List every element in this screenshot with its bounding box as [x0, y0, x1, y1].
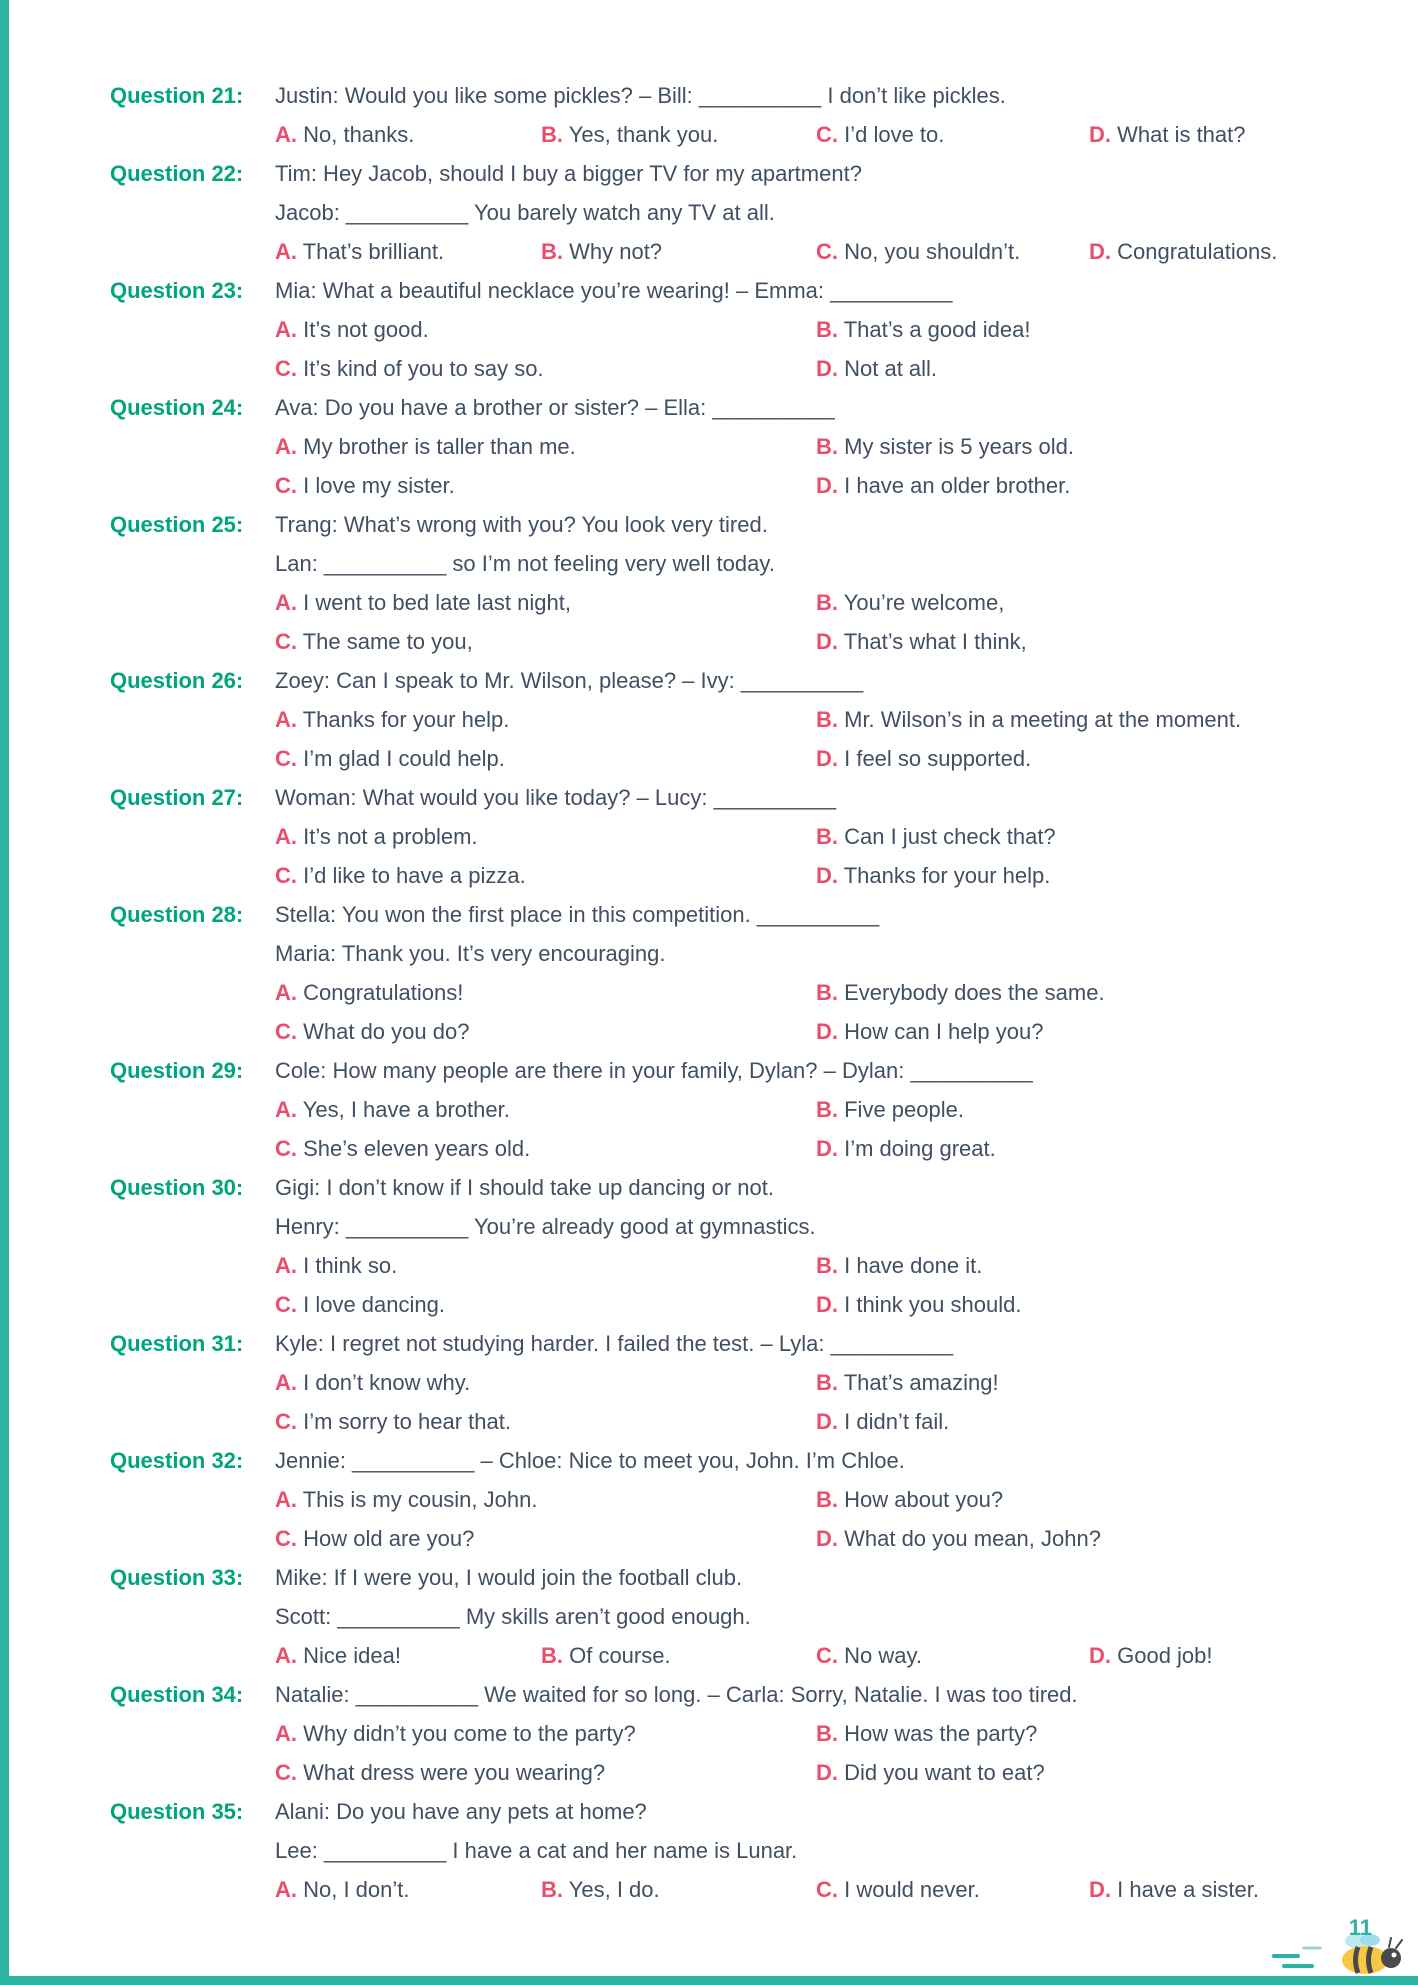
question-28 — [110, 895, 1390, 1051]
option-text: I would never. — [838, 1877, 980, 1902]
option-text: I’d like to have a pizza. — [297, 863, 526, 888]
question-text-line: Natalie: __________ We waited for so long. – Carla: Sorry, Natalie. I was too tired. — [275, 1682, 1078, 1707]
option-letter: D. — [816, 1019, 838, 1044]
options-grid — [275, 1636, 1390, 1675]
question-27 — [110, 778, 1390, 895]
question-29 — [110, 1051, 1390, 1168]
question-label: Question 35: — [110, 1799, 244, 1824]
option-text: That’s a good idea! — [838, 317, 1031, 342]
page-number: 11 — [1348, 1915, 1372, 1940]
option-d — [816, 856, 1390, 895]
option-letter: D. — [1089, 122, 1111, 147]
option-a — [275, 700, 816, 739]
option-text: I feel so supported. — [838, 746, 1032, 771]
option-text: No way. — [838, 1643, 922, 1668]
option-text: It’s not good. — [297, 317, 429, 342]
option-letter: C. — [816, 1877, 838, 1902]
option-text: Mr. Wilson’s in a meeting at the moment. — [838, 707, 1242, 732]
question-body — [275, 271, 1390, 388]
question-label: Question 22: — [110, 161, 244, 186]
question-34 — [110, 1675, 1390, 1792]
option-letter: B. — [816, 590, 838, 615]
option-letter: B. — [816, 1097, 838, 1122]
option-letter: C. — [275, 1409, 297, 1434]
option-text: I’d love to. — [838, 122, 945, 147]
option-text: What dress were you wearing? — [297, 1760, 606, 1785]
question-body — [275, 154, 1390, 271]
question-body — [275, 1441, 1390, 1558]
option-text: I’m sorry to hear that. — [297, 1409, 511, 1434]
question-text-line: Jennie: __________ – Chloe: Nice to meet you, John. I’m Chloe. — [275, 1448, 905, 1473]
question-text-line: Kyle: I regret not studying harder. I failed the test. – Lyla: __________ — [275, 1331, 953, 1356]
question-label: Question 33: — [110, 1565, 244, 1590]
option-letter: A. — [275, 1253, 297, 1278]
question-body — [275, 76, 1390, 154]
option-a — [275, 310, 816, 349]
option-text: No, you shouldn’t. — [838, 239, 1021, 264]
option-b — [541, 115, 816, 154]
option-d — [816, 1519, 1390, 1558]
option-letter: D. — [1089, 1877, 1111, 1902]
option-d — [816, 1753, 1390, 1792]
option-b — [816, 1480, 1390, 1519]
bee-decoration-icon — [1268, 1930, 1408, 1983]
option-letter: B. — [816, 1721, 838, 1746]
option-letter: A. — [275, 122, 297, 147]
options-grid — [275, 817, 1390, 895]
option-a — [275, 427, 816, 466]
option-b — [816, 1090, 1390, 1129]
option-letter: D. — [816, 1292, 838, 1317]
question-body — [275, 895, 1390, 1051]
option-text: Not at all. — [838, 356, 938, 381]
option-letter: A. — [275, 1877, 297, 1902]
option-text: Yes, I have a brother. — [297, 1097, 510, 1122]
option-text: I’m glad I could help. — [297, 746, 505, 771]
option-c — [816, 1636, 1089, 1675]
option-text: My sister is 5 years old. — [838, 434, 1074, 459]
options-grid — [275, 1246, 1390, 1324]
question-label: Question 29: — [110, 1058, 244, 1083]
question-text-line: Justin: Would you like some pickles? – Bill: __________ I don’t like pickles. — [275, 83, 1006, 108]
option-d — [816, 1402, 1390, 1441]
option-b — [541, 1636, 816, 1675]
question-23 — [110, 271, 1390, 388]
option-text: Congratulations! — [297, 980, 464, 1005]
option-b — [816, 1246, 1390, 1285]
question-text-line: Zoey: Can I speak to Mr. Wilson, please? – Ivy: __________ — [275, 668, 864, 693]
option-text: How was the party? — [838, 1721, 1038, 1746]
question-32 — [110, 1441, 1390, 1558]
options-grid — [275, 1090, 1390, 1168]
option-letter: B. — [541, 239, 563, 264]
option-a — [275, 115, 541, 154]
option-d — [816, 349, 1390, 388]
questions-list — [110, 76, 1390, 1909]
option-letter: A. — [275, 980, 297, 1005]
option-letter: C. — [275, 629, 297, 654]
option-a — [275, 973, 816, 1012]
question-text-line: Mike: If I were you, I would join the football club. — [275, 1565, 743, 1590]
option-text: Yes, I do. — [563, 1877, 660, 1902]
option-letter: C. — [275, 746, 297, 771]
option-a — [275, 583, 816, 622]
option-c — [275, 1285, 816, 1324]
question-31 — [110, 1324, 1390, 1441]
question-text-line: Scott: __________ My skills aren’t good enough. — [275, 1604, 751, 1629]
option-letter: D. — [1089, 1643, 1111, 1668]
option-letter: B. — [541, 1643, 563, 1668]
option-letter: B. — [816, 980, 838, 1005]
question-text-line: Tim: Hey Jacob, should I buy a bigger TV for my apartment? — [275, 161, 862, 186]
option-letter: A. — [275, 707, 297, 732]
option-c — [275, 856, 816, 895]
option-text: That’s amazing! — [838, 1370, 999, 1395]
question-text-line: Henry: __________ You’re already good at gymnastics. — [275, 1214, 816, 1239]
option-text: How can I help you? — [838, 1019, 1044, 1044]
option-text: It’s not a problem. — [297, 824, 478, 849]
option-a — [275, 1480, 816, 1519]
option-letter: C. — [275, 1136, 297, 1161]
option-letter: D. — [816, 863, 838, 888]
option-text: My brother is taller than me. — [297, 434, 576, 459]
question-label: Question 21: — [110, 83, 244, 108]
option-c — [275, 1129, 816, 1168]
option-text: The same to you, — [297, 629, 473, 654]
option-d — [1089, 232, 1390, 271]
option-text: Of course. — [563, 1643, 671, 1668]
option-text: Nice idea! — [297, 1643, 401, 1668]
option-a — [275, 1714, 816, 1753]
question-body — [275, 778, 1390, 895]
option-letter: D. — [816, 1760, 838, 1785]
question-text-line: Gigi: I don’t know if I should take up dancing or not. — [275, 1175, 774, 1200]
options-grid — [275, 1870, 1390, 1909]
question-label: Question 28: — [110, 902, 244, 927]
question-text-line: Trang: What’s wrong with you? You look very tired. — [275, 512, 768, 537]
question-text-line: Jacob: __________ You barely watch any TV at all. — [275, 200, 775, 225]
left-accent-bar — [0, 0, 9, 1985]
option-b — [816, 1363, 1390, 1402]
question-body — [275, 505, 1390, 661]
option-letter: D. — [1089, 239, 1111, 264]
option-text: Good job! — [1111, 1643, 1213, 1668]
option-d — [816, 1285, 1390, 1324]
question-33 — [110, 1558, 1390, 1675]
option-text: How about you? — [838, 1487, 1004, 1512]
option-c — [275, 1519, 816, 1558]
options-grid — [275, 973, 1390, 1051]
option-text: That’s what I think, — [838, 629, 1027, 654]
option-letter: C. — [275, 863, 297, 888]
question-body — [275, 1675, 1390, 1792]
option-c — [275, 1753, 816, 1792]
option-b — [816, 973, 1390, 1012]
option-b — [816, 1714, 1390, 1753]
option-letter: B. — [816, 824, 838, 849]
option-letter: A. — [275, 239, 297, 264]
option-letter: B. — [816, 317, 838, 342]
option-letter: A. — [275, 434, 297, 459]
options-grid — [275, 427, 1390, 505]
option-text: I think so. — [297, 1253, 398, 1278]
options-grid — [275, 700, 1390, 778]
option-letter: B. — [816, 434, 838, 459]
option-letter: C. — [275, 1526, 297, 1551]
option-b — [541, 232, 816, 271]
option-letter: B. — [816, 1487, 838, 1512]
option-text: She’s eleven years old. — [297, 1136, 531, 1161]
question-30 — [110, 1168, 1390, 1324]
option-b — [816, 310, 1390, 349]
question-24 — [110, 388, 1390, 505]
question-text-line: Lee: __________ I have a cat and her name is Lunar. — [275, 1838, 798, 1863]
option-letter: C. — [275, 1292, 297, 1317]
option-text: How old are you? — [297, 1526, 475, 1551]
option-text: Thanks for your help. — [297, 707, 510, 732]
question-text-line: Ava: Do you have a brother or sister? – Ella: __________ — [275, 395, 835, 420]
option-d — [816, 622, 1390, 661]
option-text: It’s kind of you to say so. — [297, 356, 544, 381]
option-c — [275, 466, 816, 505]
option-text: I don’t know why. — [297, 1370, 471, 1395]
option-a — [275, 1636, 541, 1675]
option-text: That’s brilliant. — [297, 239, 445, 264]
option-text: Yes, thank you. — [563, 122, 719, 147]
option-letter: C. — [816, 1643, 838, 1668]
question-text-line: Alani: Do you have any pets at home? — [275, 1799, 647, 1824]
option-letter: D. — [816, 746, 838, 771]
option-text: I went to bed late last night, — [297, 590, 571, 615]
option-c — [816, 115, 1089, 154]
option-text: No, I don’t. — [297, 1877, 410, 1902]
option-text: Five people. — [838, 1097, 964, 1122]
option-letter: A. — [275, 1487, 297, 1512]
option-d — [816, 739, 1390, 778]
option-a — [275, 1246, 816, 1285]
option-text: I think you should. — [838, 1292, 1022, 1317]
question-text-line: Cole: How many people are there in your family, Dylan? – Dylan: __________ — [275, 1058, 1033, 1083]
question-label: Question 30: — [110, 1175, 244, 1200]
option-letter: C. — [275, 1760, 297, 1785]
option-letter: D. — [816, 1136, 838, 1161]
options-grid — [275, 1480, 1390, 1558]
option-letter: A. — [275, 1721, 297, 1746]
option-b — [816, 583, 1390, 622]
option-a — [275, 232, 541, 271]
question-label: Question 24: — [110, 395, 244, 420]
option-a — [275, 1090, 816, 1129]
option-c — [275, 739, 816, 778]
option-letter: A. — [275, 1643, 297, 1668]
option-d — [816, 1129, 1390, 1168]
option-letter: D. — [816, 1526, 838, 1551]
option-letter: A. — [275, 1370, 297, 1395]
option-text: Congratulations. — [1111, 239, 1278, 264]
option-d — [1089, 115, 1390, 154]
option-c — [816, 232, 1089, 271]
question-text-line: Maria: Thank you. It’s very encouraging. — [275, 941, 666, 966]
question-26 — [110, 661, 1390, 778]
question-body — [275, 1168, 1390, 1324]
option-text: No, thanks. — [297, 122, 415, 147]
question-label: Question 34: — [110, 1682, 244, 1707]
option-c — [275, 622, 816, 661]
option-text: I love dancing. — [297, 1292, 445, 1317]
option-letter: A. — [275, 317, 297, 342]
option-text: What is that? — [1111, 122, 1246, 147]
options-grid — [275, 232, 1390, 271]
option-letter: C. — [275, 356, 297, 381]
question-body — [275, 661, 1390, 778]
option-text: Thanks for your help. — [838, 863, 1051, 888]
options-grid — [275, 1714, 1390, 1792]
question-text-line: Woman: What would you like today? – Lucy: __________ — [275, 785, 836, 810]
option-letter: B. — [816, 1370, 838, 1395]
option-letter: D. — [816, 473, 838, 498]
question-21 — [110, 76, 1390, 154]
question-text-line: Stella: You won the first place in this competition. __________ — [275, 902, 880, 927]
question-body — [275, 388, 1390, 505]
question-label: Question 25: — [110, 512, 244, 537]
question-35 — [110, 1792, 1390, 1909]
option-text: I love my sister. — [297, 473, 455, 498]
question-text-line: Lan: __________ so I’m not feeling very well today. — [275, 551, 775, 576]
option-letter: D. — [816, 356, 838, 381]
question-22 — [110, 154, 1390, 271]
option-text: Everybody does the same. — [838, 980, 1105, 1005]
question-label: Question 23: — [110, 278, 244, 303]
option-text: You’re welcome, — [838, 590, 1005, 615]
option-c — [275, 1402, 816, 1441]
option-letter: B. — [816, 707, 838, 732]
option-letter: C. — [275, 1019, 297, 1044]
option-c — [816, 1870, 1089, 1909]
option-d — [816, 1012, 1390, 1051]
option-text: Why didn’t you come to the party? — [297, 1721, 636, 1746]
option-letter: A. — [275, 590, 297, 615]
option-letter: B. — [541, 1877, 563, 1902]
options-grid — [275, 583, 1390, 661]
option-letter: B. — [816, 1253, 838, 1278]
options-grid — [275, 1363, 1390, 1441]
option-b — [541, 1870, 816, 1909]
option-b — [816, 817, 1390, 856]
question-text-line: Mia: What a beautiful necklace you’re wearing! – Emma: __________ — [275, 278, 953, 303]
option-letter: C. — [816, 122, 838, 147]
option-letter: D. — [816, 1409, 838, 1434]
option-letter: C. — [275, 473, 297, 498]
option-b — [816, 427, 1390, 466]
question-label: Question 27: — [110, 785, 244, 810]
option-letter: A. — [275, 1097, 297, 1122]
option-text: Can I just check that? — [838, 824, 1056, 849]
question-label: Question 32: — [110, 1448, 244, 1473]
bottom-accent-bar — [0, 1976, 1418, 1985]
options-grid — [275, 115, 1390, 154]
option-a — [275, 1870, 541, 1909]
question-label: Question 31: — [110, 1331, 244, 1356]
option-text: Why not? — [563, 239, 663, 264]
options-grid — [275, 310, 1390, 388]
option-text: I have done it. — [838, 1253, 983, 1278]
option-d — [816, 466, 1390, 505]
question-body — [275, 1324, 1390, 1441]
option-letter: A. — [275, 824, 297, 849]
question-body — [275, 1051, 1390, 1168]
option-c — [275, 1012, 816, 1051]
question-body — [275, 1792, 1390, 1909]
option-letter: C. — [816, 239, 838, 264]
option-letter: D. — [816, 629, 838, 654]
option-text: What do you do? — [297, 1019, 470, 1044]
question-body — [275, 1558, 1390, 1675]
option-text: I have an older brother. — [838, 473, 1071, 498]
option-d — [1089, 1870, 1390, 1909]
option-text: Did you want to eat? — [838, 1760, 1045, 1785]
question-label: Question 26: — [110, 668, 244, 693]
option-a — [275, 1363, 816, 1402]
option-text: What do you mean, John? — [838, 1526, 1101, 1551]
option-text: This is my cousin, John. — [297, 1487, 538, 1512]
question-25 — [110, 505, 1390, 661]
option-d — [1089, 1636, 1390, 1675]
option-text: I have a sister. — [1111, 1877, 1259, 1902]
option-text: I’m doing great. — [838, 1136, 996, 1161]
option-text: I didn’t fail. — [838, 1409, 950, 1434]
option-letter: B. — [541, 122, 563, 147]
option-c — [275, 349, 816, 388]
option-b — [816, 700, 1390, 739]
option-a — [275, 817, 816, 856]
